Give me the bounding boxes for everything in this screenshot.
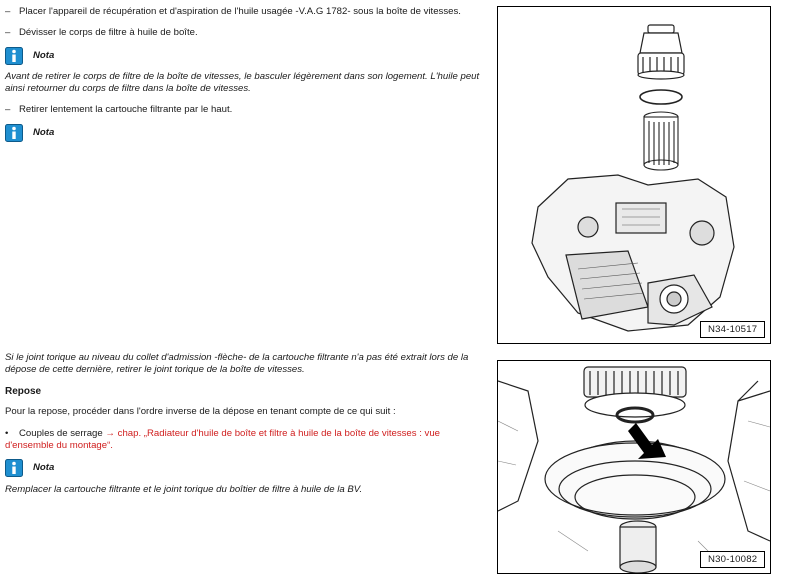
nota-label: Nota <box>33 50 55 61</box>
filter-housing-illustration <box>498 361 770 573</box>
dash-bullet: – <box>5 104 11 115</box>
figure-label-1: N34-10517 <box>700 321 765 338</box>
section-heading-repose: Repose <box>5 386 42 397</box>
nota-label: Nota <box>33 462 55 473</box>
figure-filter-housing <box>497 360 771 574</box>
step-remove-cartridge <box>5 104 485 115</box>
bullet-torque <box>5 428 483 451</box>
step-place-collector <box>5 6 485 17</box>
step-unscrew-filter <box>5 27 485 38</box>
step-text: Dévisser le corps de filtre à huile de boîte. <box>19 27 198 38</box>
nota-text-1: Avant de retirer le corps de filtre de la boîte de vitesses, le basculer légèrement dans son logement. L'huile peut ainsi retourner du corps de filtre dans la boîte de vitesses. <box>5 71 480 94</box>
link-chapter-radiator[interactable]: → chap. „Radiateur d'huile de boîte et filtre à huile de la boîte de vitesses : vue d'ensemble du montage“. <box>5 428 441 451</box>
figure-label-2: N30-10082 <box>700 551 765 568</box>
info-icon <box>5 47 23 65</box>
figure-gearbox-exploded <box>497 6 771 344</box>
nota-text-3: Remplacer la cartouche filtrante et le joint torique du boîtier de filtre à huile de la BV. <box>5 484 363 495</box>
gearbox-illustration <box>498 7 770 343</box>
repose-intro: Pour la repose, procéder dans l'ordre inverse de la dépose en tenant compte de ce qui suit : <box>5 406 396 417</box>
dash-bullet: – <box>5 6 11 17</box>
bullet-dot: • <box>5 428 9 439</box>
bullet-text: Couples de serrage <box>19 428 103 439</box>
nota-label: Nota <box>33 127 55 138</box>
info-icon <box>5 459 23 477</box>
info-icon <box>5 124 23 142</box>
step-text: Placer l'appareil de récupération et d'aspiration de l'huile usagée -V.A.G 1782- sous la boîte de vitesses. <box>19 6 461 17</box>
dash-bullet: – <box>5 27 11 38</box>
step-text: Retirer lentement la cartouche filtrante par le haut. <box>19 104 233 115</box>
para-joint-torique: Si le joint torique au niveau du collet d'admission -flèche- de la cartouche filtrante n'a pas été extrait lors de la dépose de cette dernière, retirer le joint torique de la boîte de vitesses. <box>5 352 469 375</box>
